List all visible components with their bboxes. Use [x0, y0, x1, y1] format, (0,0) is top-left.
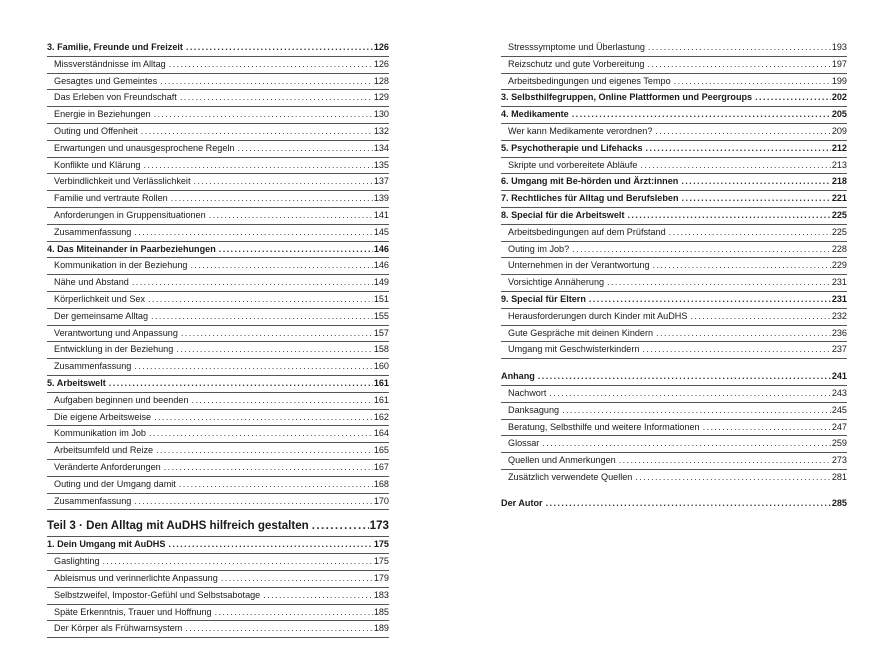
toc-entry-page: 225 [831, 209, 847, 220]
toc-dot-leader [221, 571, 373, 587]
toc-dot-leader [542, 436, 830, 452]
toc-dot-leader [193, 174, 372, 190]
toc-entry-page: 231 [831, 277, 847, 288]
toc-dot-leader [682, 191, 831, 207]
toc-entry-title: Zusätzlich verwendete Quellen [508, 471, 633, 482]
toc-entry-title: Anhang [501, 371, 535, 382]
toc-dot-leader [132, 275, 373, 291]
toc-chapter-entry [47, 40, 389, 57]
toc-dot-leader [690, 309, 830, 325]
toc-entry-page: 232 [831, 310, 847, 321]
toc-entry-title: Gaslighting [54, 556, 100, 567]
toc-entry-title: Nachwort [508, 387, 547, 398]
toc-subentry [47, 158, 389, 175]
toc-subentry [501, 40, 847, 57]
toc-entry-page: 193 [831, 42, 847, 52]
toc-entry-page: 175 [373, 556, 389, 567]
toc-subentry [47, 258, 389, 275]
toc-entry-page: 241 [831, 371, 847, 382]
toc-entry-title: Späte Erkenntnis, Trauer und Hoffnung [54, 606, 212, 617]
toc-entry-title: Erwartungen und unausgesprochene Regeln [54, 142, 235, 153]
toc-entry-page: 225 [831, 226, 847, 237]
toc-dot-leader [669, 225, 831, 241]
toc-left-column [47, 40, 389, 638]
toc-chapter-entry [501, 107, 847, 124]
toc-entry-title: Skripte und vorbereitete Abläufe [508, 159, 638, 170]
toc-dot-leader [180, 90, 373, 106]
toc-dot-leader [635, 470, 830, 486]
toc-subentry [47, 460, 389, 477]
toc-entry-title: 4. Das Miteinander in Paarbeziehungen [47, 243, 216, 254]
toc-dot-leader [169, 57, 373, 73]
toc-entry-page: 151 [373, 293, 389, 304]
toc-entry-page: 135 [373, 159, 389, 170]
toc-subentry [501, 326, 847, 343]
toc-subentry [47, 588, 389, 605]
toc-dot-leader [607, 275, 831, 291]
toc-subentry [47, 292, 389, 309]
toc-dot-leader [190, 258, 372, 274]
toc-entry-title: 1. Dein Umgang mit AuDHS [47, 539, 166, 550]
toc-entry-title: Der Körper als Frühwarnsystem [54, 623, 183, 634]
toc-entry-title: Verbindlichkeit und Verlässlichkeit [54, 176, 191, 187]
toc-dot-leader [185, 621, 372, 637]
toc-dot-leader [238, 141, 373, 157]
toc-entry-page: 149 [373, 277, 389, 288]
toc-chapter-entry [501, 191, 847, 208]
toc-entry-page: 185 [373, 606, 389, 617]
toc-entry-title: Nähe und Abstand [54, 277, 129, 288]
toc-entry-page: 273 [831, 455, 847, 466]
toc-entry-title: Missverständnisse im Alltag [54, 58, 166, 69]
toc-entry-title: 8. Special für die Arbeitswelt [501, 209, 625, 220]
toc-chapter-entry [501, 292, 847, 309]
toc-entry-title: Veränderte Anforderungen [54, 461, 161, 472]
toc-chapter-entry [501, 174, 847, 191]
toc-subentry [47, 90, 389, 107]
toc-entry-page: 126 [373, 58, 389, 69]
toc-entry-title: Arbeitsbedingungen auf dem Prüfstand [508, 226, 666, 237]
toc-dot-leader [646, 141, 831, 157]
toc-subentry [47, 124, 389, 141]
toc-subentry [47, 225, 389, 242]
toc-entry-page: 146 [373, 260, 389, 271]
toc-entry-title: Familie und vertraute Rollen [54, 193, 168, 204]
toc-subentry [47, 410, 389, 427]
toc-entry-page: 236 [831, 327, 847, 338]
toc-chapter-entry [501, 141, 847, 158]
toc-entry-title: Zusammenfassung [54, 226, 132, 237]
toc-subentry [501, 242, 847, 259]
toc-entry-title: Aufgaben beginnen und beenden [54, 394, 189, 405]
toc-dot-leader [103, 554, 373, 570]
toc-subentry [47, 359, 389, 376]
toc-entry-page: 158 [373, 344, 389, 355]
toc-dot-leader [160, 74, 373, 90]
toc-dot-leader [151, 309, 373, 325]
toc-entry-page: 141 [373, 209, 389, 220]
toc-subentry [47, 74, 389, 91]
toc-dot-leader [149, 426, 373, 442]
toc-entry-page: 259 [831, 438, 847, 449]
toc-dot-leader [134, 494, 372, 510]
toc-entry-page: 137 [373, 176, 389, 187]
toc-dot-leader [134, 225, 372, 241]
toc-entry-title: Teil 3 · Den Alltag mit AuDHS hilfreich gestalten [47, 519, 309, 533]
toc-subentry [47, 57, 389, 74]
toc-subentry [501, 124, 847, 141]
toc-entry-title: Quellen und Anmerkungen [508, 455, 616, 466]
toc-entry-page: 199 [831, 75, 847, 86]
toc-dot-leader [171, 191, 373, 207]
toc-entry-page: 228 [831, 243, 847, 254]
toc-entry-title: Das Erleben von Freundschaft [54, 92, 177, 103]
toc-subentry [501, 225, 847, 242]
toc-entry-title: Unternehmen in der Verantwortung [508, 260, 650, 271]
toc-subentry [501, 342, 847, 359]
toc-entry-page: 132 [373, 125, 389, 136]
toc-entry-title: Die eigene Arbeitsweise [54, 411, 152, 422]
toc-entry-page: 247 [831, 421, 847, 432]
toc-entry-page: 173 [369, 519, 389, 533]
toc-entry-title: Kommunikation im Job [54, 428, 146, 439]
toc-subentry [47, 393, 389, 410]
toc-chapter-entry [47, 242, 389, 259]
toc-entry-title: Energie in Beziehungen [54, 109, 151, 120]
toc-entry-title: 9. Special für Eltern [501, 293, 586, 304]
toc-subentry [47, 621, 389, 638]
toc-dot-leader [703, 420, 831, 436]
toc-subentry [47, 443, 389, 460]
toc-chapter-entry [501, 496, 847, 512]
toc-entry-title: 3. Familie, Freunde und Freizeit [47, 42, 183, 52]
toc-subentry [47, 141, 389, 158]
toc-entry-page: 155 [373, 310, 389, 321]
toc-dot-leader [589, 292, 831, 308]
toc-dot-leader [263, 588, 373, 604]
toc-entry-page: 161 [373, 377, 389, 388]
toc-entry-title: Stresssymptome und Überlastung [508, 42, 645, 52]
toc-chapter-entry [47, 537, 389, 554]
toc-entry-page: 168 [373, 478, 389, 489]
toc-dot-leader [312, 516, 369, 536]
toc-entry-page: 129 [373, 92, 389, 103]
toc-entry-title: 6. Umgang mit Be-hörden und Ärzt:innen [501, 176, 679, 187]
toc-entry-title: Anforderungen in Gruppensituationen [54, 209, 206, 220]
toc-entry-page: 218 [831, 176, 847, 187]
toc-entry-title: Der gemeinsame Alltag [54, 310, 149, 321]
toc-dot-leader [648, 40, 831, 56]
toc-dot-leader [681, 174, 830, 190]
toc-entry-page: 221 [831, 193, 847, 204]
toc-entry-title: Outing und Offenheit [54, 125, 138, 136]
toc-entry-title: Glossar [508, 438, 540, 449]
toc-entry-page: 179 [373, 572, 389, 583]
toc-dot-leader [109, 376, 373, 392]
toc-entry-page: 164 [373, 428, 389, 439]
toc-dot-leader [192, 393, 373, 409]
toc-part-entry [47, 516, 389, 537]
toc-subentry [501, 57, 847, 74]
toc-entry-page: 139 [373, 193, 389, 204]
toc-dot-leader [562, 403, 831, 419]
toc-dot-leader [156, 443, 373, 459]
toc-entry-page: 189 [373, 623, 389, 634]
toc-entry-page: 126 [373, 42, 389, 52]
toc-entry-title: 7. Rechtliches für Alltag und Berufsleben [501, 193, 679, 204]
toc-dot-leader [674, 74, 831, 90]
toc-subentry [501, 420, 847, 437]
toc-entry-page: 202 [831, 92, 847, 103]
toc-entry-page: 162 [373, 411, 389, 422]
toc-entry-title: Ableismus und verinnerlichte Anpassung [54, 572, 218, 583]
toc-entry-title: 5. Psychotherapie und Lifehacks [501, 142, 643, 153]
toc-entry-page: 209 [831, 125, 847, 136]
toc-entry-title: Entwicklung in der Beziehung [54, 344, 174, 355]
toc-entry-page: 170 [373, 495, 389, 506]
toc-subentry [501, 436, 847, 453]
toc-entry-title: Gute Gespräche mit deinen Kindern [508, 327, 654, 338]
toc-entry-title: Danksagung [508, 404, 560, 415]
toc-subentry [47, 326, 389, 343]
toc-dot-leader [179, 477, 373, 493]
toc-entry-page: 167 [373, 461, 389, 472]
toc-subentry [47, 554, 389, 571]
toc-entry-page: 165 [373, 445, 389, 456]
toc-entry-title: Konflikte und Klärung [54, 159, 141, 170]
toc-subentry [47, 342, 389, 359]
toc-entry-title: 3. Selbsthilfegruppen, Online Plattformen und Peergroups [501, 92, 753, 103]
toc-entry-page: 130 [373, 109, 389, 120]
toc-entry-page: 161 [373, 394, 389, 405]
toc-entry-title: Zusammenfassung [54, 361, 132, 372]
toc-entry-page: 205 [831, 109, 847, 120]
toc-dot-leader [640, 158, 830, 174]
toc-subentry [47, 571, 389, 588]
toc-entry-page: 229 [831, 260, 847, 271]
toc-entry-title: Outing und der Umgang damit [54, 478, 176, 489]
toc-entry-title: Kommunikation in der Beziehung [54, 260, 188, 271]
toc-entry-title: Gesagtes und Gemeintes [54, 75, 158, 86]
toc-entry-title: Umgang mit Geschwisterkindern [508, 344, 640, 355]
toc-entry-title: Beratung, Selbsthilfe und weitere Informationen [508, 421, 700, 432]
toc-entry-title: Outing im Job? [508, 243, 570, 254]
toc-dot-leader [143, 158, 372, 174]
toc-entry-page: 281 [831, 471, 847, 482]
toc-dot-leader [181, 326, 373, 342]
toc-dot-leader [648, 57, 831, 73]
toc-entry-page: 285 [831, 497, 847, 508]
toc-entry-title: Herausforderungen durch Kinder mit AuDHS [508, 310, 688, 321]
toc-entry-title: 5. Arbeitswelt [47, 377, 106, 388]
toc-subentry [47, 477, 389, 494]
toc-subentry [47, 275, 389, 292]
toc-chapter-entry [501, 369, 847, 386]
toc-dot-leader [549, 386, 830, 402]
toc-entry-title: Verantwortung und Anpassung [54, 327, 178, 338]
toc-dot-leader [755, 90, 831, 106]
toc-entry-page: 197 [831, 58, 847, 69]
toc-subentry [501, 258, 847, 275]
section-gap [501, 486, 847, 496]
section-gap [501, 359, 847, 369]
toc-dot-leader [219, 242, 373, 258]
toc-subentry [47, 309, 389, 326]
toc-entry-title: 4. Medikamente [501, 109, 569, 120]
toc-dot-leader [572, 107, 831, 123]
toc-dot-leader [656, 326, 831, 342]
toc-dot-leader [154, 410, 373, 426]
toc-entry-title: Arbeitsumfeld und Reize [54, 445, 154, 456]
toc-dot-leader [538, 369, 831, 385]
toc-entry-page: 157 [373, 327, 389, 338]
toc-entry-page: 175 [373, 539, 389, 550]
toc-entry-page: 128 [373, 75, 389, 86]
toc-dot-leader [546, 496, 831, 512]
toc-chapter-entry [501, 90, 847, 107]
toc-subentry [501, 403, 847, 420]
toc-right-column [501, 40, 847, 512]
toc-subentry [501, 74, 847, 91]
toc-entry-page: 134 [373, 142, 389, 153]
toc-entry-title: Arbeitsbedingungen und eigenes Tempo [508, 75, 671, 86]
toc-entry-title: Der Autor [501, 497, 543, 508]
toc-entry-page: 212 [831, 142, 847, 153]
toc-dot-leader [168, 537, 372, 553]
toc-subentry [47, 605, 389, 622]
toc-entry-page: 160 [373, 361, 389, 372]
toc-dot-leader [215, 605, 373, 621]
toc-entry-title: Wer kann Medikamente verordnen? [508, 125, 653, 136]
toc-dot-leader [572, 242, 831, 258]
toc-subentry [47, 208, 389, 225]
toc-dot-leader [655, 124, 830, 140]
toc-dot-leader [186, 40, 373, 56]
toc-subentry [47, 494, 389, 511]
toc-chapter-entry [501, 208, 847, 225]
toc-subentry [47, 426, 389, 443]
toc-subentry [501, 275, 847, 292]
toc-dot-leader [164, 460, 373, 476]
toc-dot-leader [619, 453, 831, 469]
toc-subentry [47, 191, 389, 208]
toc-chapter-entry [47, 376, 389, 393]
toc-entry-title: Vorsichtige Annäherung [508, 277, 605, 288]
toc-entry-title: Selbstzweifel, Impostor-Gefühl und Selbstsabotage [54, 589, 261, 600]
toc-entry-page: 213 [831, 159, 847, 170]
toc-subentry [501, 470, 847, 486]
toc-entry-page: 146 [373, 243, 389, 254]
toc-entry-title: Reizschutz und gute Vorbereitung [508, 58, 645, 69]
toc-dot-leader [642, 342, 830, 358]
toc-dot-leader [176, 342, 373, 358]
toc-entry-title: Körperlichkeit und Sex [54, 293, 145, 304]
toc-entry-page: 245 [831, 404, 847, 415]
toc-dot-leader [148, 292, 373, 308]
toc-dot-leader [141, 124, 373, 140]
toc-dot-leader [209, 208, 373, 224]
toc-entry-page: 231 [831, 293, 847, 304]
toc-subentry [47, 107, 389, 124]
toc-entry-page: 237 [831, 344, 847, 355]
toc-entry-title: Zusammenfassung [54, 495, 132, 506]
toc-entry-page: 145 [373, 226, 389, 237]
toc-dot-leader [653, 258, 831, 274]
toc-subentry [501, 158, 847, 175]
toc-subentry [501, 386, 847, 403]
toc-entry-page: 183 [373, 589, 389, 600]
toc-dot-leader [627, 208, 830, 224]
toc-dot-leader [154, 107, 373, 123]
toc-subentry [501, 453, 847, 470]
toc-entry-page: 243 [831, 387, 847, 398]
toc-subentry [47, 174, 389, 191]
toc-subentry [501, 309, 847, 326]
toc-dot-leader [134, 359, 372, 375]
